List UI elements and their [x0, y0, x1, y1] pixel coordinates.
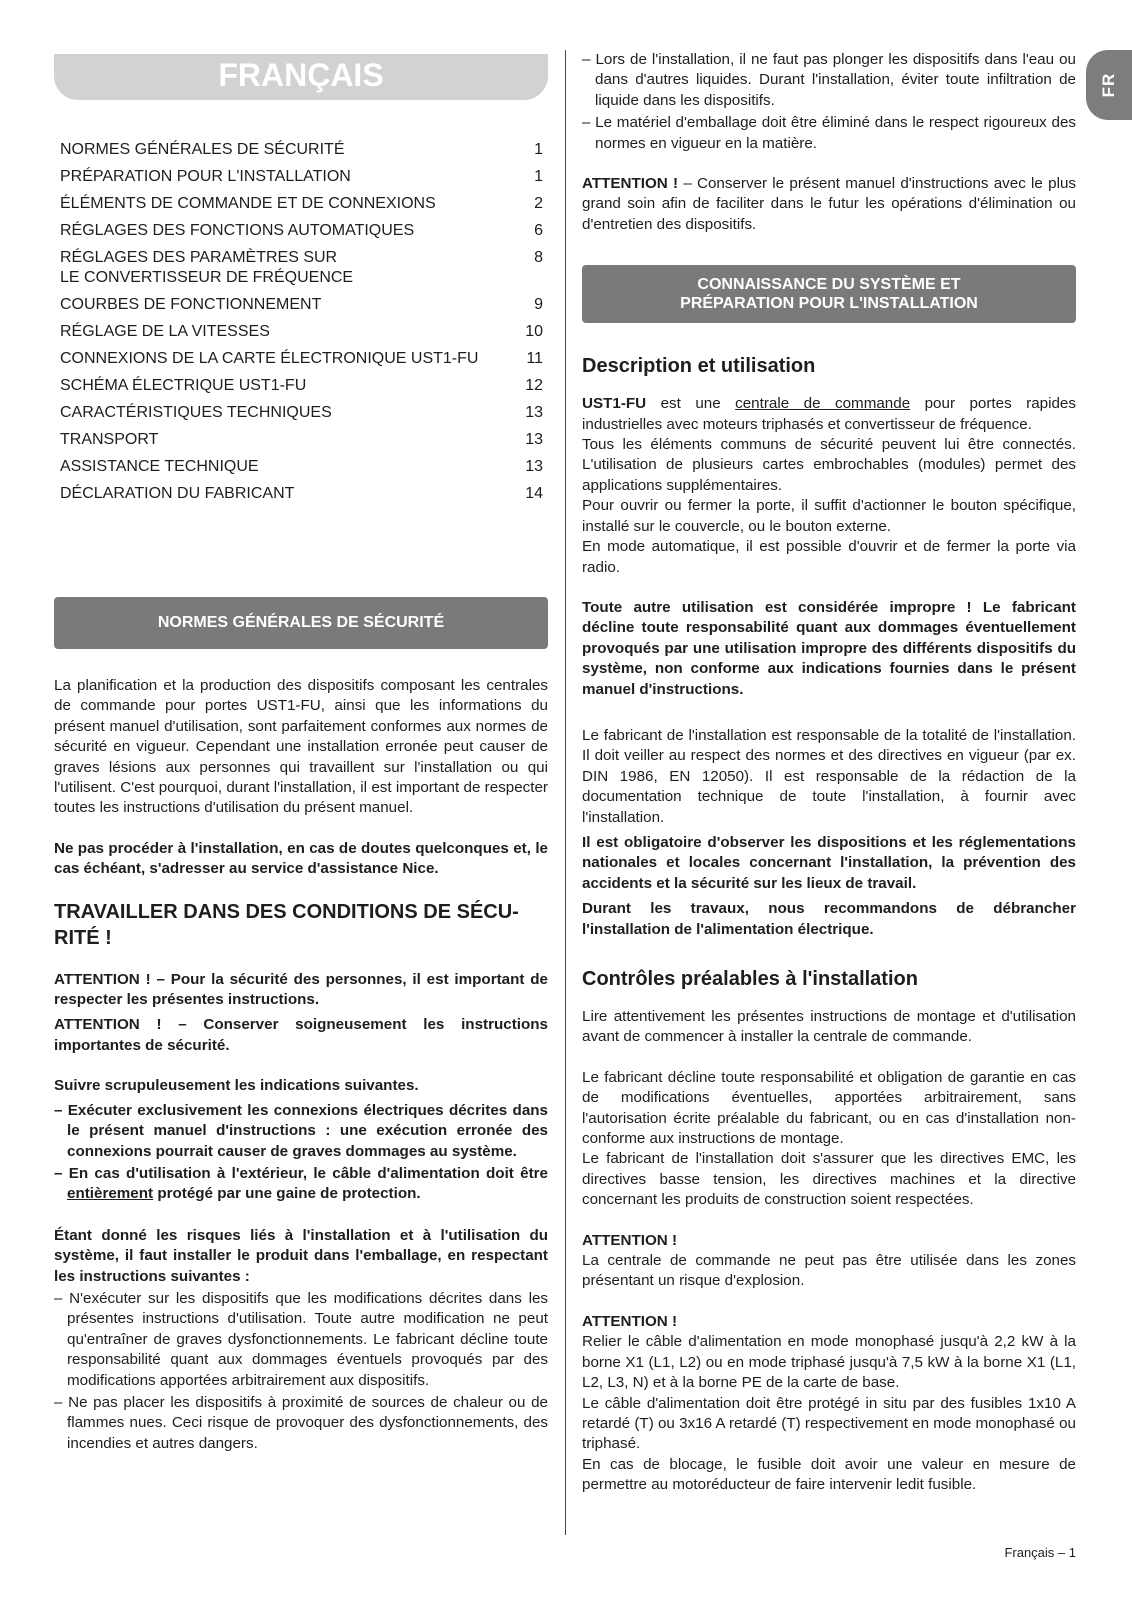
manufacturer-text: Le fabricant de l'installation est responsable de la totalité de l'installation. Il doit veiller au respect des normes et des directives en vigueur (par ex. DIN 1986, EN 12050). Il est responsable de la rédaction de la documentation technique de toute l'installation, à fournir avec l'installation. [582, 726, 1076, 826]
toc-title: TRANSPORT [60, 431, 159, 448]
toc-row [60, 167, 543, 187]
cable-text-1: Relier le câble d'alimentation en mode monophasé jusqu'à 2,2 kW à la borne X1 (L1, L2) ou en mode triphasé jusqu'à 7,5 kW à la borne X1 (L1, L2, L3, N) et à la borne PE de la carte de base. [582, 1333, 1076, 1392]
banner-line-1: CONNAISSANCE DU SYSTÈME ET [697, 276, 961, 294]
bullet-2-underlined: entièrement [67, 1185, 154, 1203]
safety-intro: La planification et la production des dispositifs composant les centrales de commande pour portes UST1-FU, ainsi que les informations du présent manuel d'utilisation, sont parfaitement conformes aux normes de sécurité en vigueur. Cependant une installation erronée peut causer de graves lésions aux personnes qui travaillent sur l'installation ou qui l'utilisent. C'est pourquoi, durant l'installation, il est important de respecter toutes les instructions d'utilisation du présent manuel. [54, 677, 548, 817]
toc-page: 10 [525, 323, 543, 340]
bullet-1: – Exécuter exclusivement les connexions électriques décrites dans le présent manuel d'instructions : une exécution erronée des connexions pourrait causer de graves dommages au système. [54, 1101, 548, 1160]
toc-row [60, 221, 543, 241]
warranty-text: Le fabricant décline toute responsabilité et obligation de garantie en cas de modifications éventuelles, apportées arbitrairement, sans l'autorisation écrite préalable du fabricant, ou en cas d'installation non-conforme aux instructions de montage. [582, 1068, 1076, 1148]
safety-heading: TRAVAILLER DANS DES CONDITIONS DE SÉCU-RITÉ ! [54, 900, 519, 949]
toc-title: ASSISTANCE TECHNIQUE [60, 458, 259, 475]
language-tab [1086, 50, 1132, 120]
bullet-2 [54, 1164, 548, 1205]
section-banner-system [582, 265, 1076, 323]
toc-page: 14 [525, 485, 543, 502]
risks-text: Étant donné les risques liés à l'installation et à l'utilisation du système, il faut installer le produit dans l'emballage, en respectant les instructions suivantes : [54, 1226, 548, 1285]
toc-page: 6 [534, 222, 543, 239]
toc-row [60, 376, 543, 396]
toc-page: 2 [534, 195, 543, 212]
attention-a: ATTENTION ! [582, 1231, 678, 1249]
improper-use-text: Toute autre utilisation est considérée impropre ! Le fabricant décline toute responsabilité quant aux dommages éventuellement provoqués par une utilisation impropre des différents dispositifs du système, non conforme aux indications fournies dans le présent manuel d'instructions. [582, 598, 1076, 698]
cable-text-2: Le câble d'alimentation doit être protégé in situ par des fusibles 1x10 A retardé (T) ou 3x16 A retardé (T) respectivement en mode monophasé ou triphasé. [582, 1394, 1076, 1453]
page-footer: Français – 1 [1004, 1545, 1076, 1560]
toc-title: RÉGLAGES DES PARAMÈTRES SUR LE CONVERTISSEUR DE FRÉQUENCE [60, 249, 354, 286]
toc-page: 11 [526, 350, 543, 367]
follow-text: Suivre scrupuleusement les indications suivantes. [54, 1077, 419, 1095]
toc-page: 12 [525, 377, 543, 394]
list-item-4: – Le matériel d'emballage doit être éliminé dans le respect rigoureux des normes en vigueur en la matière. [582, 114, 1076, 152]
toc-title: SCHÉMA ÉLECTRIQUE UST1-FU [60, 377, 307, 394]
right-column [582, 50, 1076, 1496]
banner-line-2: PRÉPARATION POUR L'INSTALLATION [680, 295, 978, 313]
obligation-text: Il est obligatoire d'observer les dispositions et les réglementations nationales et locales concernant l'installation, la prévention des accidents et la sécurité sur les lieux de travail. [582, 833, 1076, 892]
left-column [54, 54, 548, 1454]
description-text-5: En mode automatique, il est possible d'ouvrir et de fermer la porte via radio. [582, 538, 1076, 576]
toc-page: 9 [534, 296, 543, 313]
keep-manual-rest: – Conserver le présent manuel d'instructions avec le plus grand soin afin de faciliter dans le futur les opérations d'élimination ou d'entretien des dispositifs. [582, 175, 1076, 233]
toc-title: ÉLÉMENTS DE COMMANDE ET DE CONNEXIONS [60, 195, 436, 212]
description-text-4: Pour ouvrir ou fermer la porte, il suffit d'actionner le bouton spécifique, installé sur le couvercle, ou le bouton externe. [582, 497, 1076, 535]
works-text: Durant les travaux, nous recommandons de débrancher l'installation de l'alimentation électrique. [582, 900, 1076, 938]
toc-page: 13 [525, 458, 543, 475]
table-of-contents [60, 140, 543, 504]
page-title: FRANÇAIS [54, 54, 548, 100]
toc-row [60, 457, 543, 477]
toc-row [60, 295, 543, 315]
toc-page: 1 [534, 141, 543, 158]
toc-title: COURBES DE FONCTIONNEMENT [60, 296, 322, 313]
product-name: UST1-FU [582, 395, 647, 413]
bullet-2-text-a: – En cas d'utilisation à l'extérieur, le câble d'alimentation doit être [54, 1164, 548, 1182]
toc-title: RÉGLAGE DE LA VITESSES [60, 323, 270, 340]
list-item-1: – N'exécuter sur les dispositifs que les modifications décrites dans les présentes instructions d'utilisation. Toute autre modification ne peut qu'entraîner de graves dysfonctionnements. Le fabricant décline toute responsabilité quant aux dommages éventuels provoqués par des modifications apportées arbitrairement aux dispositifs. [54, 1289, 548, 1389]
section-banner-safety: NORMES GÉNÉRALES DE SÉCURITÉ [54, 597, 548, 649]
bullet-2-text-b: protégé par une gaine de protection. [153, 1185, 421, 1203]
toc-page: 13 [525, 404, 543, 421]
description-text [582, 394, 1076, 435]
attention-b: ATTENTION ! [582, 1312, 678, 1330]
toc-row [60, 403, 543, 423]
toc-title: PRÉPARATION POUR L'INSTALLATION [60, 168, 351, 185]
toc-row [60, 248, 543, 288]
toc-row [60, 322, 543, 342]
toc-title: CARACTÉRISTIQUES TECHNIQUES [60, 404, 332, 421]
toc-row [60, 430, 543, 450]
toc-page: 13 [525, 431, 543, 448]
cable-text-3: En cas de blocage, le fusible doit avoir une valeur en mesure de permettre au motoréducteur de faire intervenir ledit fusible. [582, 1455, 1076, 1494]
language-tab-label: FR [1099, 72, 1118, 98]
toc-page: 1 [534, 168, 543, 185]
toc-row [60, 349, 543, 369]
keep-manual-text [582, 174, 1076, 235]
column-divider [565, 50, 566, 1535]
attention-1: ATTENTION ! – Pour la sécurité des personnes, il est important de respecter les présentes instructions. [54, 970, 548, 1009]
toc-row [60, 194, 543, 214]
toc-title: DÉCLARATION DU FABRICANT [60, 485, 295, 502]
toc-row [60, 484, 543, 504]
description-heading: Description et utilisation [582, 355, 816, 378]
list-item-2: – Ne pas placer les dispositifs à proximité de sources de chaleur ou de flammes nues. Ceci risque de provoquer des dysfonctionnements, des incendies et autres dangers. [54, 1393, 548, 1452]
toc-title: NORMES GÉNÉRALES DE SÉCURITÉ [60, 141, 345, 158]
explosion-text: La centrale de commande ne peut pas être utilisée dans les zones présentant un risque d'explosion. [582, 1252, 1076, 1290]
toc-title: CONNEXIONS DE LA CARTE ÉLECTRONIQUE UST1-FU [60, 350, 479, 367]
read-text: Lire attentivement les présentes instructions de montage et d'utilisation avant de commencer à installer la centrale de commande. [582, 1008, 1076, 1046]
keep-manual-bold: ATTENTION ! [582, 175, 679, 193]
description-part-2: pour portes rapides industrielles avec moteurs triphasés et convertisseur de fréquence. [582, 395, 1076, 433]
attention-2: ATTENTION ! – Conserver soigneusement les instructions importantes de sécurité. [54, 1016, 548, 1054]
checks-heading: Contrôles préalables à l'installation [582, 968, 918, 990]
toc-row [60, 140, 543, 160]
description-underlined: centrale de commande [735, 395, 911, 413]
list-item-3: – Lors de l'installation, il ne faut pas plonger les dispositifs dans l'eau ou dans d'autres liquides. Durant l'installation, éviter toute infiltration de liquide dans les dispositifs. [582, 51, 1076, 109]
safety-doubt: Ne pas procéder à l'installation, en cas de doutes quelconques et, le cas échéant, s'adresser au service d'assistance Nice. [54, 839, 548, 878]
description-text-3: Tous les éléments communs de sécurité peuvent lui être connectés. L'utilisation de plusieurs cartes embrochables (modules) permet des applications supplémentaires. [582, 436, 1076, 494]
toc-title: RÉGLAGES DES FONCTIONS AUTOMATIQUES [60, 222, 415, 239]
toc-page: 8 [534, 249, 543, 266]
emc-text: Le fabricant de l'installation doit s'assurer que les directives EMC, les directives basse tension, les directives machines et la directive concernant les produits de construction soient respectées. [582, 1150, 1076, 1209]
description-part-1: est une [646, 395, 736, 413]
